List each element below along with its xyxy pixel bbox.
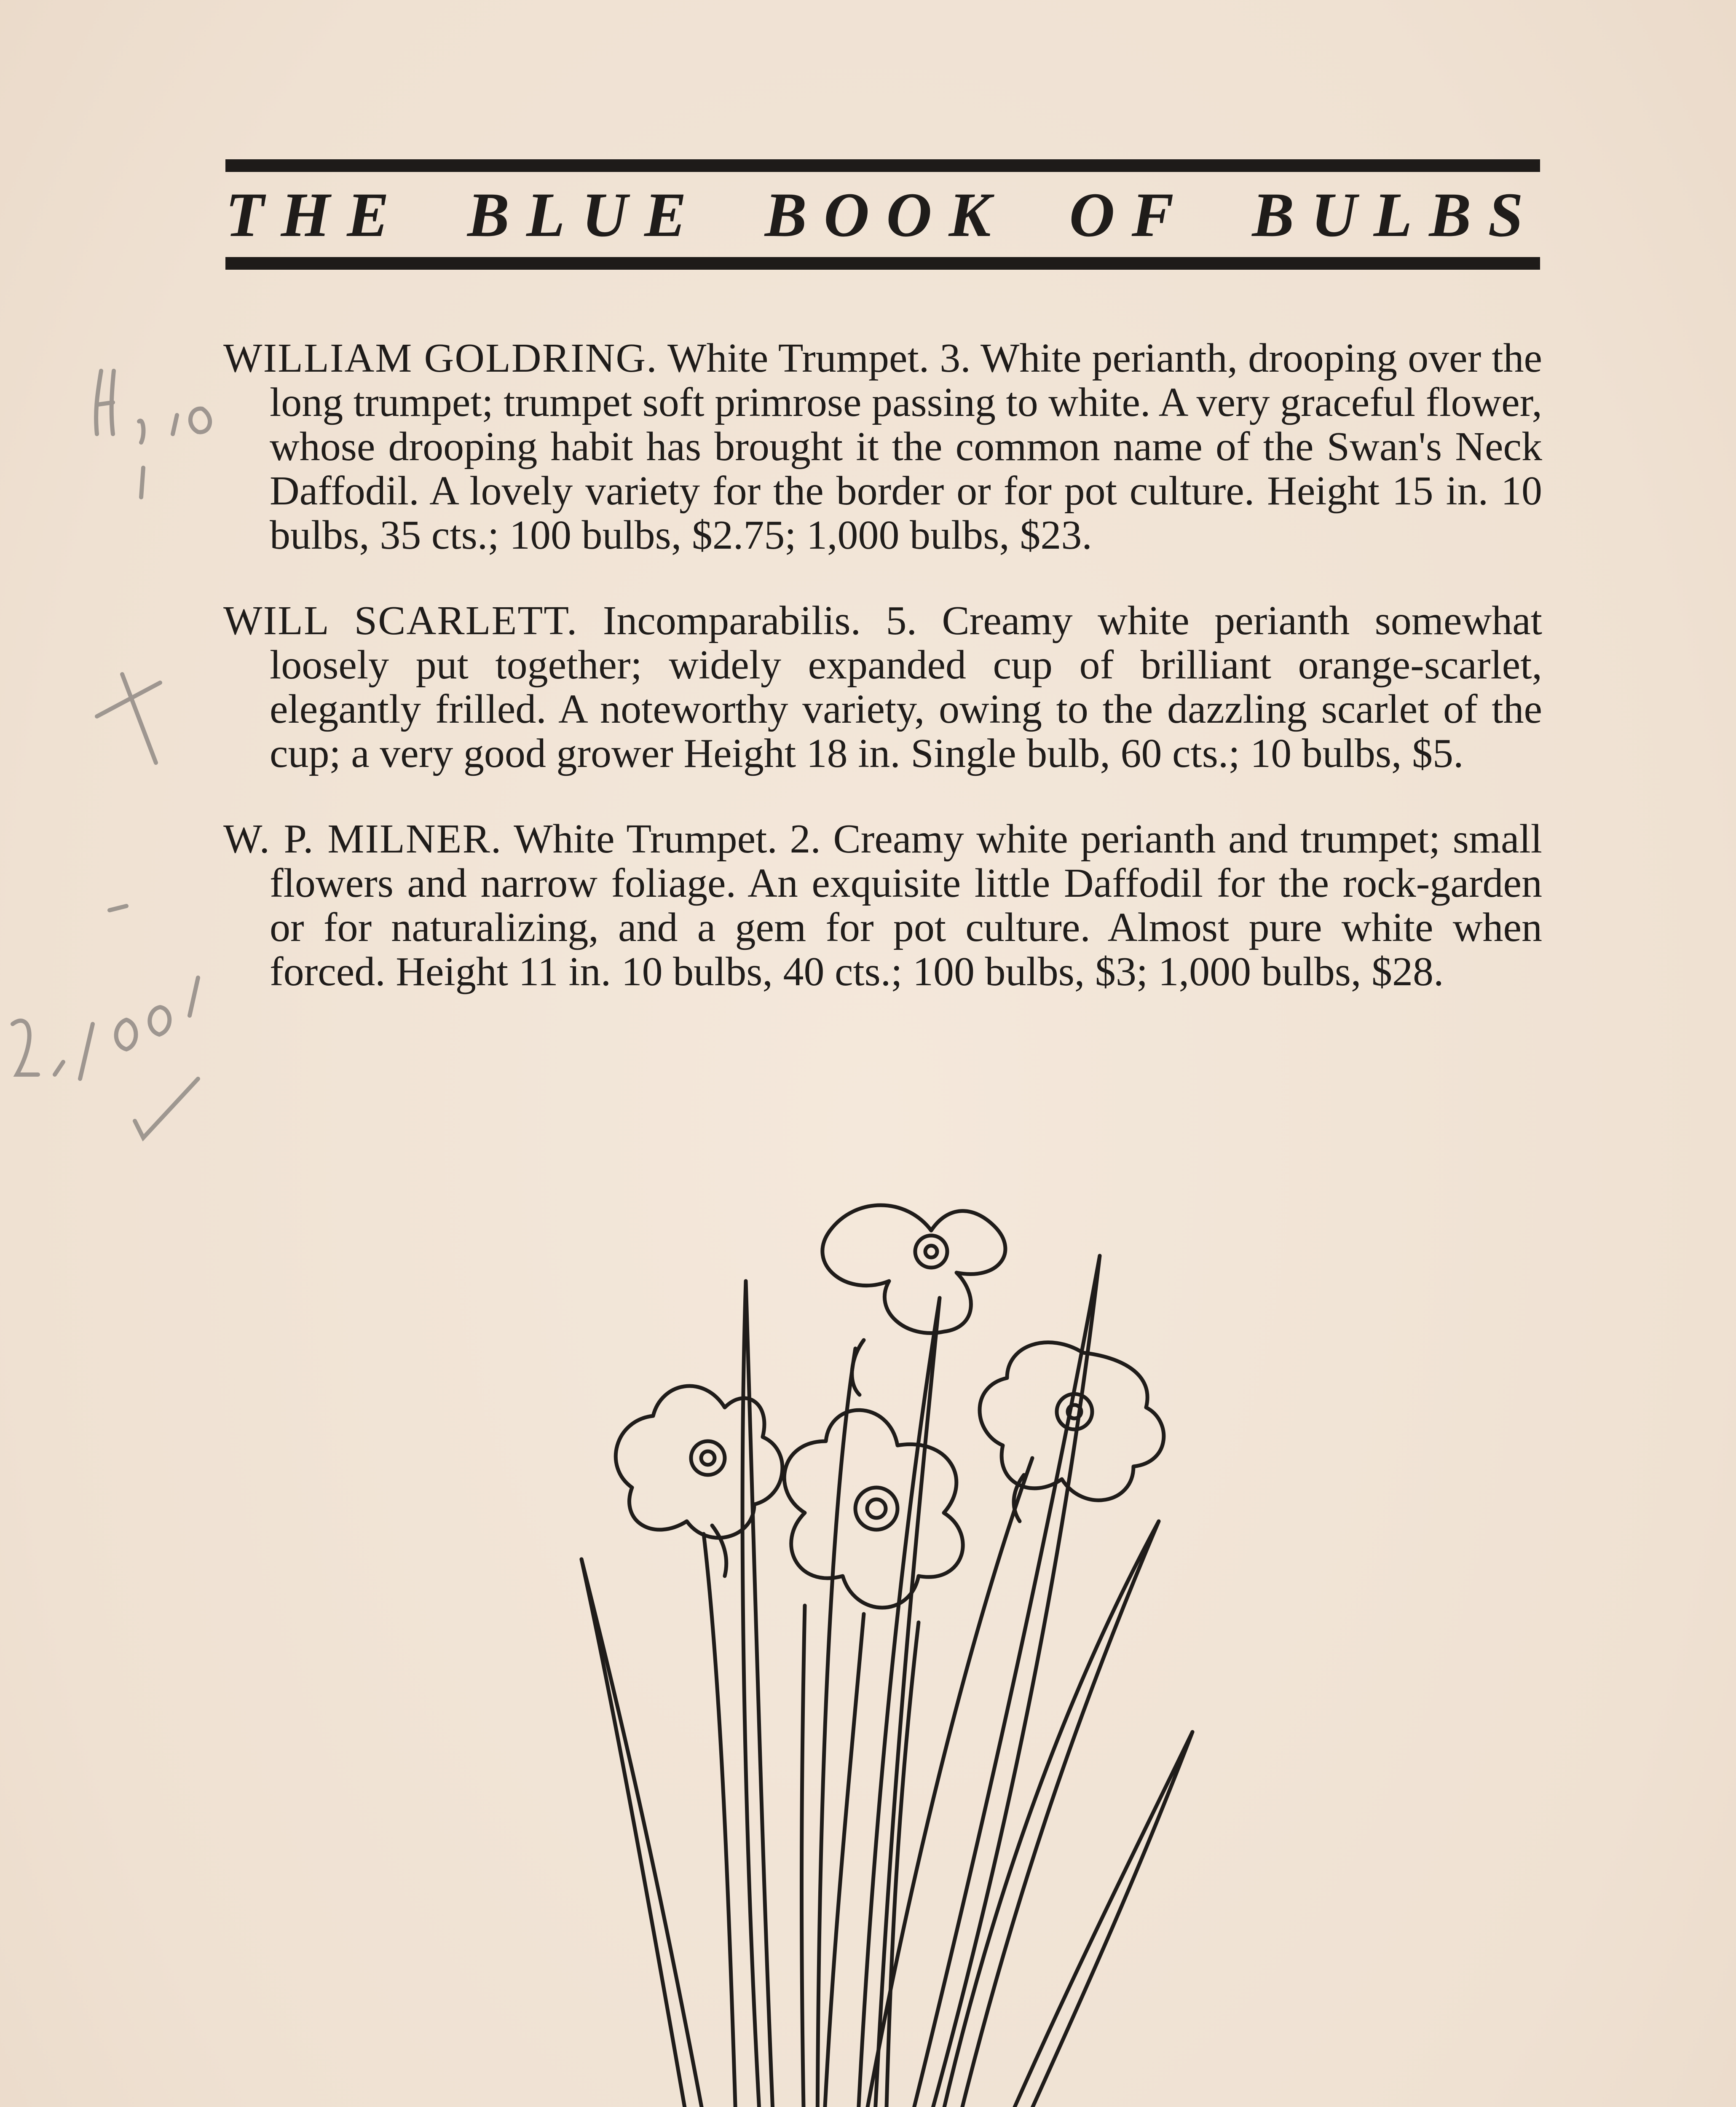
running-head [225,177,1540,253]
variety-name: W. P. MILNER. [223,816,502,862]
catalog-entry [223,336,1542,558]
header-rule-top [225,159,1540,172]
daffodil-illustration [527,1171,1226,2107]
variety-description: Incomparabilis. 5. Creamy white perianth somewhat loosely put together; widely expanded cup of brilliant orange-scarlet, elegantly frilled. A noteworthy variety, owing to the dazzling scarlet of the cup; a very good grower Height 18 in. Single bulb, 60 cts.; 10 bulbs, $5. [270,598,1543,776]
variety-name: WILL SCARLETT. [223,598,578,643]
variety-description: White Trumpet. 2. Creamy white perianth and trumpet; small flowers and narrow foliage. An exquisite little Daffodil for the rock-garden or for naturalizing, and a gem for pot culture. Almost pure white when forced. Height 11 in. 10 bulbs, 40 cts.; 100 bulbs, $3; 1,000 bulbs, $28. [270,816,1543,995]
running-head-word: BLUE [467,180,704,250]
catalog-entry [223,817,1542,994]
catalog-entry [223,599,1542,776]
running-head-word: THE [225,180,406,250]
variety-description: White Trumpet. 3. White perianth, drooping over the long trumpet; trumpet soft primrose passing to white. A very graceful flower, whose drooping habit has brought it the common name of the Swan's Neck Daffodil. A lovely variety for the border or for pot culture. Height 15 in. 10 bulbs, 35 cts.; 100 bulbs, $2.75; 1,000 bulbs, $23. [270,335,1542,558]
running-head-word: BULBS [1252,180,1540,250]
header-rule-bottom [225,257,1540,270]
running-head-word: OF [1069,180,1191,250]
catalog-entries [223,295,1542,1015]
running-head-word: BOOK [764,180,1008,250]
variety-name: WILLIAM GOLDRING. [223,335,658,381]
